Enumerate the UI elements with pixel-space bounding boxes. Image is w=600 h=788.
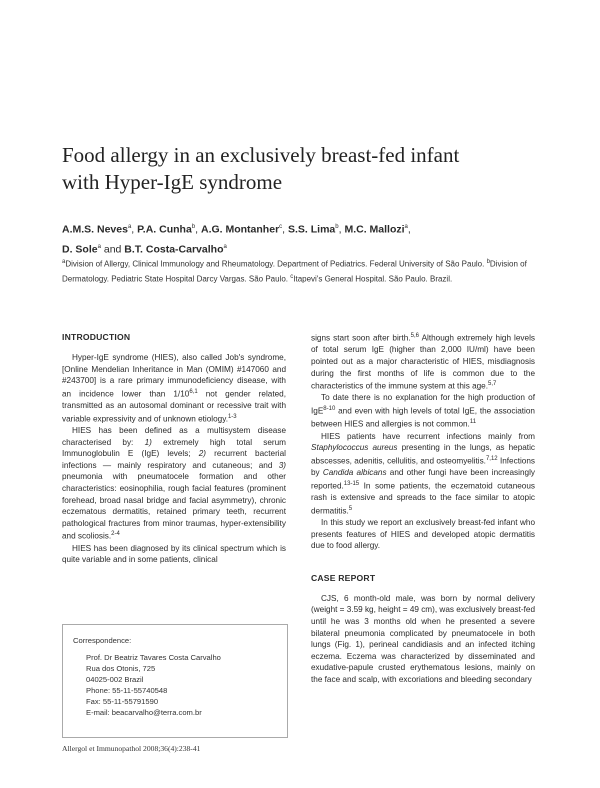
citation-ref: 7,12 <box>485 455 498 462</box>
right-column <box>311 331 535 686</box>
author-affil-mark: b <box>191 224 196 230</box>
author-separator: , <box>282 223 288 236</box>
text-run: HIES patients have recurrent infections mainly from <box>321 431 535 441</box>
author-affil-mark: a <box>97 243 101 250</box>
correspondence-phone: Phone: 55-11-55740548 <box>86 686 168 695</box>
left-column <box>62 331 286 566</box>
text-run: signs start soon after birth. <box>311 333 411 343</box>
text-run: Although extremely high levels of total serum IgE (higher than 2,000 IU/ml) have been pointed out as a major characteristic of HIES, misdiagnosis during the first months of life is common due to the characteristics of the immune system at this age. <box>311 333 535 391</box>
correspondence-name: Prof. Dr Beatriz Tavares Costa Carvalho <box>86 653 221 662</box>
text-run: and other fungi have been increasingly reported. <box>311 468 535 491</box>
author-name: A.G. Montanher <box>200 223 280 236</box>
text-run: pneumonia with pneumatocele formation and other characteristics: eosinophilia, rough facial features (prominent forehead, broad nasal bridge and facial asymmetry), chronic eczematous dermatitis, retained primary teeth, recurrent pathological fractures from minor traumas, hyper-extensibility and scoliosis. <box>62 472 286 542</box>
title-line-2: with Hyper-IgE syndrome <box>62 170 283 194</box>
author-list <box>62 219 542 258</box>
list-number: 1) <box>144 437 152 447</box>
author-name: M.C. Mallozi <box>344 223 405 236</box>
author-separator: , <box>195 223 201 236</box>
citation-ref: 13-15 <box>343 480 360 487</box>
species-name: Candida albicans <box>322 468 387 478</box>
right-paragraph-1 <box>311 331 535 392</box>
correspondence-lines <box>73 652 277 718</box>
case-report-heading: CASE REPORT <box>311 572 376 583</box>
author-separator: , <box>338 223 345 236</box>
affil-mark: a <box>62 259 66 265</box>
text-run: Infections by <box>311 456 535 478</box>
list-number: 2) <box>198 449 207 459</box>
introduction-heading: INTRODUCTION <box>62 332 131 342</box>
affiliations <box>62 256 542 286</box>
text-run: not gender related, transmitted as an autosomal dominant or recessive trait with variable expressivity and of unknown etiology. <box>62 389 286 424</box>
superscript: 6 <box>189 388 193 395</box>
right-paragraph-3 <box>311 431 535 517</box>
text-run: recurrent bacterial infections — mainly respiratory and cutaneous; and <box>62 449 287 470</box>
citation-ref: 2-4 <box>111 531 120 538</box>
text-run: To date there is no explanation for the high production of IgE <box>311 393 535 416</box>
author-affil-mark: a <box>404 224 408 230</box>
author-name: S.S. Lima <box>288 223 336 236</box>
intro-paragraph-2 <box>62 425 286 543</box>
author-name: B.T. Costa-Carvalho <box>124 243 224 255</box>
author-name: P.A. Cunha <box>137 223 192 236</box>
text-run: In some patients, the eczematoid cutaneous rash is extensive and spreads to the face similar to atopic dermatitis. <box>311 481 535 516</box>
author-name: A.M.S. Neves <box>62 223 128 236</box>
affil-mark: c <box>290 273 294 280</box>
intro-paragraph-3: HIES has been diagnosed by its clinical spectrum which is quite variable and in some patients, clinical <box>62 543 286 565</box>
right-paragraph-4: In this study we report an exclusively breast-fed infant who presents features of HIES and developed atopic dermatitis due to food allergy. <box>311 518 535 551</box>
text-run: HIES has been defined as a multisystem disease characterised by: <box>62 426 286 447</box>
affiliation-c: Itapevi's General Hospital. São Paulo. Brazil. <box>293 274 453 284</box>
author-line-1 <box>62 219 542 239</box>
article-title <box>62 142 542 196</box>
citation-ref: 5 <box>348 505 353 512</box>
text-run: Hyper-IgE syndrome (HIES), also called Job's syndrome, [Online Mendelian Inheritance in Man (OMIM) #147060 and #243700] is a rare primary immunodeficiency disease, with an incidence lower than 1/10 <box>62 353 286 399</box>
text-run: and even with high levels of total IgE, the association between HIES and allergies is not common. <box>311 406 535 430</box>
author-separator: , <box>407 223 411 236</box>
correspondence-title: Correspondence: <box>73 636 132 645</box>
correspondence-street: Rua dos Otonis, 725 <box>86 664 156 673</box>
case-report-paragraph-1: CJS, 6 month-old male, was born by normal delivery (weight = 3.59 kg, height = 49 cm), was exclusively breast-fed until he was 3 months old when he presented a severe bilateral pneumonia complicated by pneumatocele in both lungs (Fig. 1), perineal candidiasis and an infected itching eczema. Eczema was characterized by disseminated and exudative-papule crusted erythematous lesions, mainly on the face and scalp, with excoriations and bleeding secondary <box>311 593 535 684</box>
citation-ref: 5,6 <box>410 333 419 339</box>
correspondence-email: E-mail: beacarvalho@terra.com.br <box>86 708 202 717</box>
right-paragraph-2 <box>311 392 535 430</box>
author-separator: , <box>131 223 138 236</box>
correspondence-fax: Fax: 55-11-55791590 <box>86 697 159 706</box>
affiliation-b: Division of Dermatology. Pediatric State Hospital Darcy Vargas. São Paulo. <box>62 259 527 284</box>
affiliation-a: Division of Allergy, Clinical Immunology and Rheumatology. Department of Pediatrics. Federal University of São Paulo. <box>65 259 487 269</box>
text-run: extremely high total serum Immunoglobulin E (IgE) levels; <box>62 437 286 459</box>
citation-ref: ,1 <box>192 388 198 395</box>
author-name: D. Sole <box>62 243 98 255</box>
affil-mark: b <box>486 259 490 265</box>
citation-ref: 5,7 <box>488 381 497 388</box>
author-affil-mark: a <box>223 243 227 250</box>
citation-ref: 11 <box>469 419 477 426</box>
correspondence-box <box>62 624 288 738</box>
author-affil-mark: c <box>279 224 283 230</box>
correspondence-postcode: 04025-002 Brazil <box>86 675 144 684</box>
author-conjunction: and <box>100 243 125 255</box>
text-run: presenting in the lungs, as hepatic abscesses, adenitis, cellulitis, and osteomyelitis. <box>311 443 535 466</box>
journal-citation: Allergol et Immunopathol 2008;36(4):238-41 <box>62 744 201 753</box>
species-name: Staphylococcus aureus <box>311 443 398 453</box>
title-line-1: Food allergy in an exclusively breast-fed infant <box>62 143 460 167</box>
intro-paragraph-1 <box>62 352 286 425</box>
author-affil-mark: a <box>127 224 132 230</box>
author-affil-mark: b <box>335 224 339 230</box>
citation-ref: 8-10 <box>323 406 336 413</box>
citation-ref: 1-3 <box>227 413 237 420</box>
list-number: 3) <box>278 460 286 470</box>
